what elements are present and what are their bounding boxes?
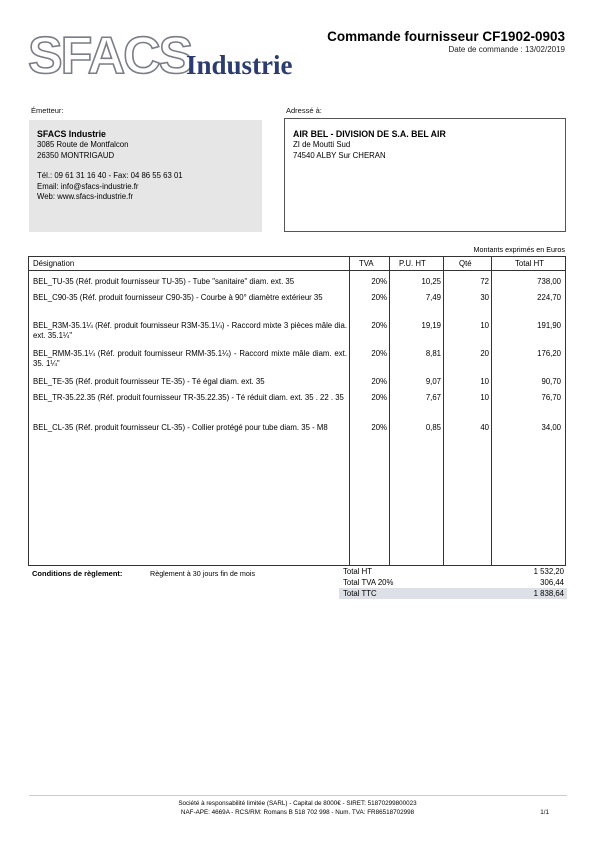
column-header-designation: Désignation — [33, 259, 75, 268]
recipient-label: Adressé à: — [286, 106, 322, 115]
order-lines-table — [28, 256, 566, 566]
table-header — [29, 257, 565, 271]
line-designation: BEL_R3M-35.1¼ (Réf. produit fournisseur R3M-35.1¼) - Raccord mixte 3 pièces mâle dia. ext. 35.1¼" — [33, 321, 347, 340]
line-quantity: 40 — [480, 423, 489, 432]
line-quantity: 72 — [480, 277, 489, 286]
column-header-quantity: Qté — [459, 259, 472, 268]
totals-block — [339, 566, 567, 599]
order-date: Date de commande : 13/02/2019 — [448, 45, 565, 54]
line-designation: BEL_TU-35 (Réf. produit fournisseur TU-35) - Tube "sanitaire" diam. ext. 35 — [33, 277, 295, 286]
line-unit-price: 19,19 — [421, 321, 441, 330]
line-unit-price: 7,49 — [425, 293, 441, 302]
total-tva-label: Total TVA 20% — [343, 578, 394, 587]
line-total: 34,00 — [541, 423, 561, 432]
line-total: 176,20 — [537, 349, 561, 358]
line-total: 191,90 — [537, 321, 561, 330]
sender-box — [29, 120, 262, 232]
total-ht-value: 1 532,20 — [533, 567, 564, 576]
sender-website: Web: www.sfacs-industrie.fr — [37, 192, 134, 201]
line-tva: 20% — [371, 349, 387, 358]
line-unit-price: 9,07 — [425, 377, 441, 386]
line-designation: BEL_TR-35.22.35 (Réf. produit fournisseur TR-35.22.35) - Té réduit diam. ext. 35 . 22 . 35 — [33, 393, 344, 402]
document-title: Commande fournisseur CF1902-0903 — [327, 29, 565, 44]
line-quantity: 10 — [480, 393, 489, 402]
company-logo — [28, 26, 318, 88]
payment-terms-label: Conditions de règlement: — [32, 569, 123, 578]
logo-subtitle: Industrie — [186, 50, 293, 80]
line-designation: BEL_C90-35 (Réf. produit fournisseur C90-35) - Courbe à 90° diamètre extérieur 35 — [33, 293, 323, 302]
sender-label: Émetteur: — [31, 106, 64, 115]
line-quantity: 20 — [480, 349, 489, 358]
total-ttc-label: Total TTC — [343, 589, 377, 598]
column-header-unit-price: P.U. HT — [399, 259, 426, 268]
recipient-box — [284, 118, 566, 232]
line-designation: BEL_CL-35 (Réf. produit fournisseur CL-35) - Collier protégé pour tube diam. 35 - M8 — [33, 423, 328, 432]
line-unit-price: 10,25 — [421, 277, 441, 286]
sender-email: Email: info@sfacs-industrie.fr — [37, 181, 139, 191]
total-ht-row — [339, 566, 567, 577]
line-total: 76,70 — [541, 393, 561, 402]
line-unit-price: 0,85 — [425, 423, 441, 432]
recipient-address-line: ZI de Moutti Sud — [293, 140, 351, 149]
total-ht-label: Total HT — [343, 567, 373, 576]
line-tva: 20% — [371, 321, 387, 330]
column-header-tva: TVA — [359, 259, 374, 268]
line-total: 90,70 — [541, 377, 561, 386]
line-tva: 20% — [371, 293, 387, 302]
line-designation: BEL_RMM-35.1¼ (Réf. produit fournisseur RMM-35.1¼) - Raccord mixte mâle diam. ext. 35. 1¼" — [33, 349, 347, 368]
footer-legal-line: NAF-APE: 4669A - RCS/RM: Romans B 518 702 998 - Num. TVA: FR86518702998 — [180, 809, 415, 816]
recipient-address-line: 74540 ALBY Sur CHERAN — [293, 150, 386, 160]
line-unit-price: 8,81 — [425, 349, 441, 358]
total-tva-value: 306,44 — [540, 578, 564, 587]
sender-name: SFACS Industrie — [37, 129, 106, 139]
line-total: 224,70 — [537, 293, 561, 302]
currency-note: Montants exprimés en Euros — [473, 245, 565, 254]
payment-terms-value: Règlement à 30 jours fin de mois — [150, 569, 256, 578]
logo-wordmark: SFACS — [28, 27, 192, 85]
line-quantity: 30 — [480, 293, 489, 302]
line-unit-price: 7,67 — [425, 393, 441, 402]
line-total: 738,00 — [537, 277, 561, 286]
line-designation: BEL_TE-35 (Réf. produit fournisseur TE-35) - Té égal diam. ext. 35 — [33, 377, 265, 386]
footer-legal-line: Société à responsabilité limitée (SARL) - Capital de 8000€ - SIRET: 51870299800023 — [178, 800, 417, 807]
recipient-name: AIR BEL - DIVISION DE S.A. BEL AIR — [293, 129, 446, 139]
total-ttc-row — [339, 588, 567, 599]
footer-divider — [29, 795, 567, 796]
line-quantity: 10 — [480, 321, 489, 330]
sender-address-line: 26350 MONTRIGAUD — [37, 150, 115, 160]
sender-phone: Tél.: 09 61 31 16 40 - Fax: 04 86 55 63 01 — [37, 171, 183, 180]
column-header-total: Total HT — [515, 259, 545, 268]
page-number: 1/1 — [540, 809, 549, 816]
line-tva: 20% — [371, 377, 387, 386]
line-tva: 20% — [371, 393, 387, 402]
sender-address-line: 3085 Route de Montfalcon — [37, 140, 129, 149]
line-tva: 20% — [371, 423, 387, 432]
line-tva: 20% — [371, 277, 387, 286]
line-quantity: 10 — [480, 377, 489, 386]
total-tva-row — [339, 577, 567, 588]
total-ttc-value: 1 838,64 — [533, 589, 564, 598]
